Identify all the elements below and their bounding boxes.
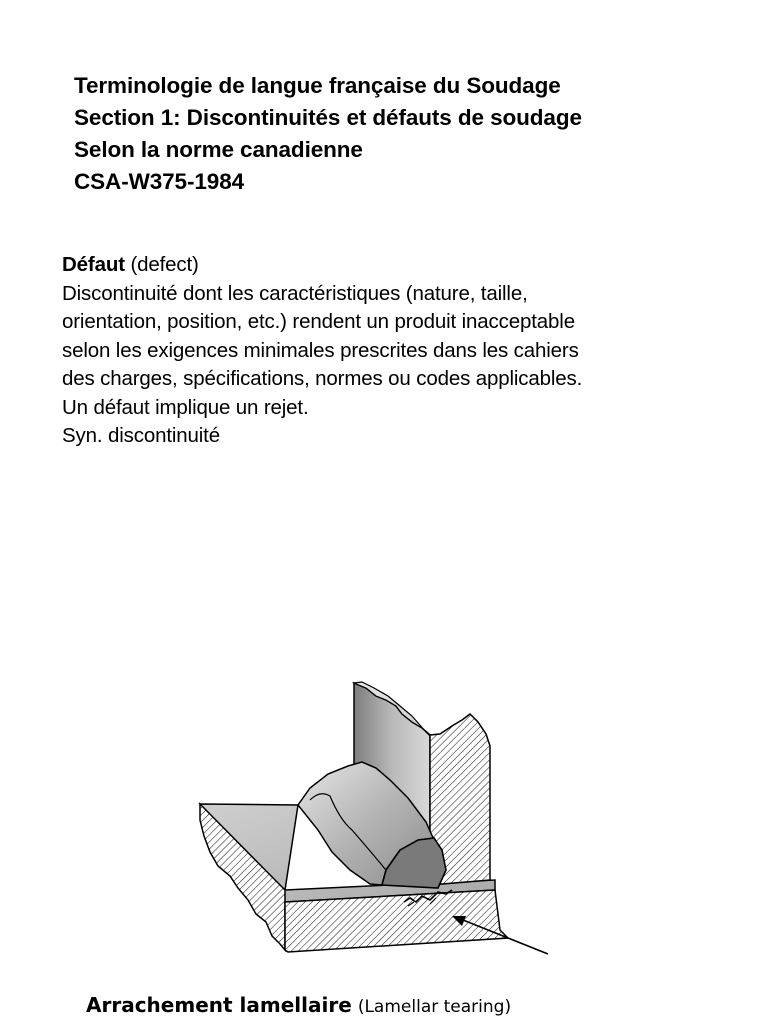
figure-caption	[86, 990, 511, 1022]
title-line-3: Selon la norme canadienne	[74, 137, 363, 162]
title-line-2: Section 1: Discontinuités et défauts de soudage	[74, 105, 582, 130]
definition-line-4: des charges, spécifications, normes ou codes applicables.	[62, 367, 583, 390]
lamellar-tearing-illustration	[190, 670, 570, 970]
definition-block	[62, 251, 582, 451]
definition-line-6: Syn. discontinuité	[62, 424, 220, 447]
definition-line-3: selon les exigences minimales prescrites dans les cahiers	[62, 338, 579, 362]
title-line-1: Terminologie de langue française du Soudage	[74, 73, 561, 98]
definition-line-5: Un défaut implique un rejet.	[62, 395, 309, 419]
definition-line-1: Discontinuité dont les caractéristiques (nature, taille,	[62, 281, 528, 305]
definition-line-2: orientation, position, etc.) rendent un produit inacceptable	[62, 310, 575, 333]
caption-term: Arrachement lamellaire	[86, 993, 352, 1017]
document-title	[74, 70, 582, 198]
definition-term-en: (defect)	[130, 253, 199, 276]
caption-term-en: (Lamellar tearing)	[357, 997, 512, 1017]
title-line-4: CSA-W375-1984	[74, 169, 245, 194]
definition-term: Défaut	[62, 253, 125, 276]
definition-heading	[62, 251, 582, 280]
